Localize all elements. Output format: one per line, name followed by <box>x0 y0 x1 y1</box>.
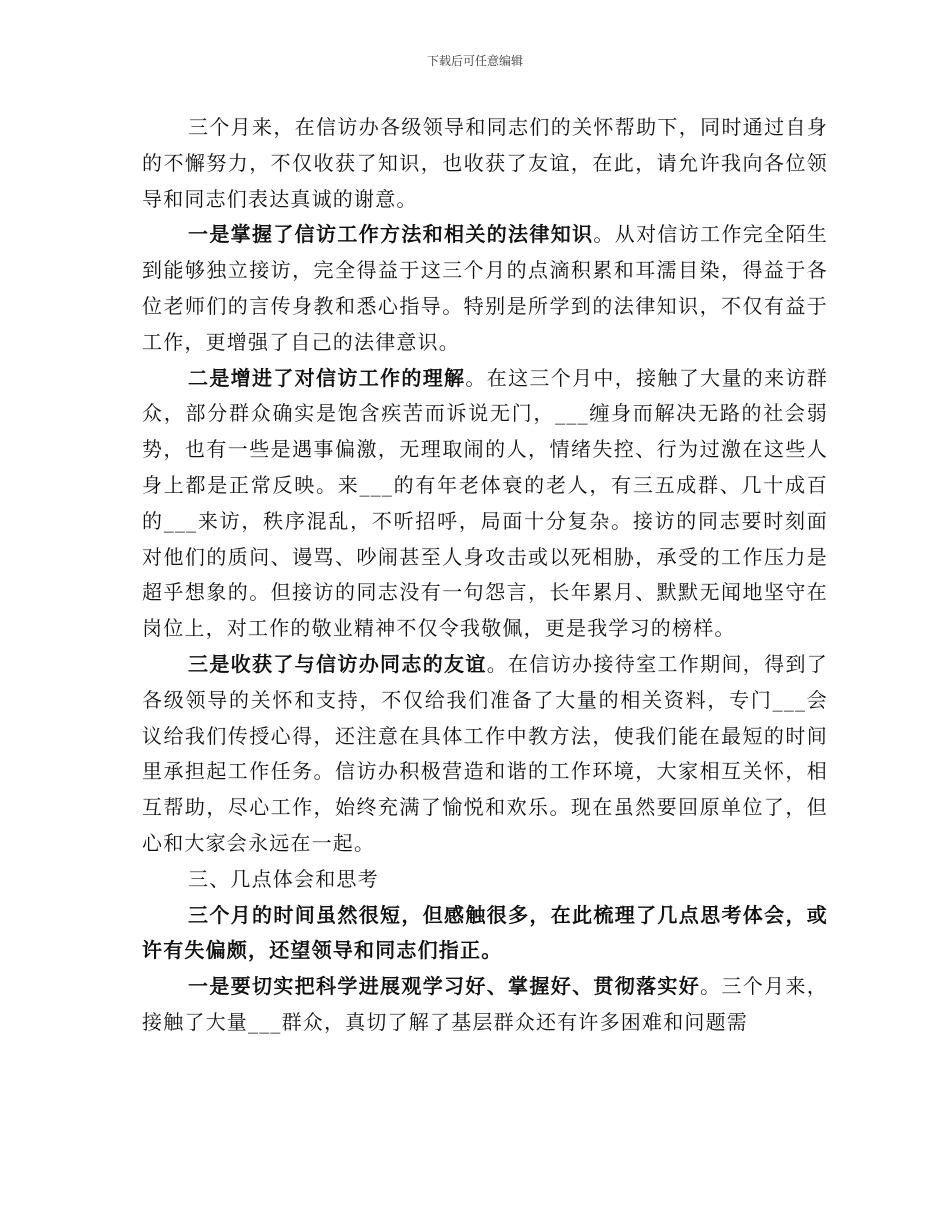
paragraph-lead: 一是要切实把科学进展观学习好、掌握好、贯彻落实好 <box>188 974 701 999</box>
paragraph-text: 。在这三个月中，接触了大量的来访群众，部分群众确实是饱含疾苦而诉说无门，___缠身而解决无路的社会弱势，也有一些是遇事偏激，无理取闹的人，情绪失控、行为过激在这些人身上都是正常反映。来___的有年老体衰的老人，有三五成群、几十成百的___来访，秩序混乱，不听招呼，局面十分复杂。接访的同志要时刻面对他们的质问、谩骂、吵闹甚至人身攻击或以死相胁，承受的工作压力是超乎想象的。但接访的同志没有一句怨言，长年累月、默默无闻地坚守在岗位上，对工作的敬业精神不仅令我敬佩，更是我学习的榜样。 <box>142 365 828 641</box>
page-header: 下载后可任意编辑 <box>426 54 523 68</box>
point-two-paragraph <box>142 361 828 647</box>
paragraph-text: 。在信访办接待室工作期间，得到了各级领导的关怀和支持，不仅给我们准备了大量的相关资料，专门___会议给我们传授心得，还注意在具体工作中教方法，使我们能在最短的时间里承担起工作任务。信访办积极营造和谐的工作环境，大家相互关怀，相互帮助，尽心工作，始终充满了愉悦和欢乐。现在虽然要回原单位了，但心和大家会永远在一起。 <box>142 651 828 855</box>
intro-paragraph <box>142 110 828 217</box>
document-body <box>142 110 828 1041</box>
paragraph-text: 三个月来，在信访办各级领导和同志们的关怀帮助下，同时通过自身的不懈努力，不仅收获了知识，也收获了友谊，在此，请允许我向各位领导和同志们表达真诚的谢意。 <box>142 115 828 211</box>
heading-text: 三、几点体会和思考 <box>188 866 379 891</box>
paragraph-text: 。三个月来，接触了大量___群众，真切了解了基层群众还有许多困难和问题需 <box>142 974 828 1034</box>
paragraph-lead: 二是增进了对信访工作的理解 <box>188 365 466 390</box>
paragraph-lead: 三个月的时间虽然很短，但感触很多，在此梳理了几点思考体会，或许有失偏颇，还望领导和同志们指正。 <box>142 902 828 963</box>
reflection-one-paragraph <box>142 969 828 1041</box>
paragraph-text: 。从对信访工作完全陌生到能够独立接访，完全得益于这三个月的点滴积累和耳濡目染，得益于各位老师们的言传身教和悉心指导。特别是所学到的法律知识，不仅有益于工作，更增强了自己的法律意识。 <box>142 222 828 354</box>
paragraph-lead: 三是收获了与信访办同志的友谊 <box>188 651 487 676</box>
point-three-paragraph <box>142 647 828 862</box>
point-one-paragraph <box>142 217 828 360</box>
section-heading <box>142 862 828 898</box>
summary-paragraph <box>142 898 828 970</box>
paragraph-lead: 一是掌握了信访工作方法和相关的法律知识 <box>188 222 594 247</box>
